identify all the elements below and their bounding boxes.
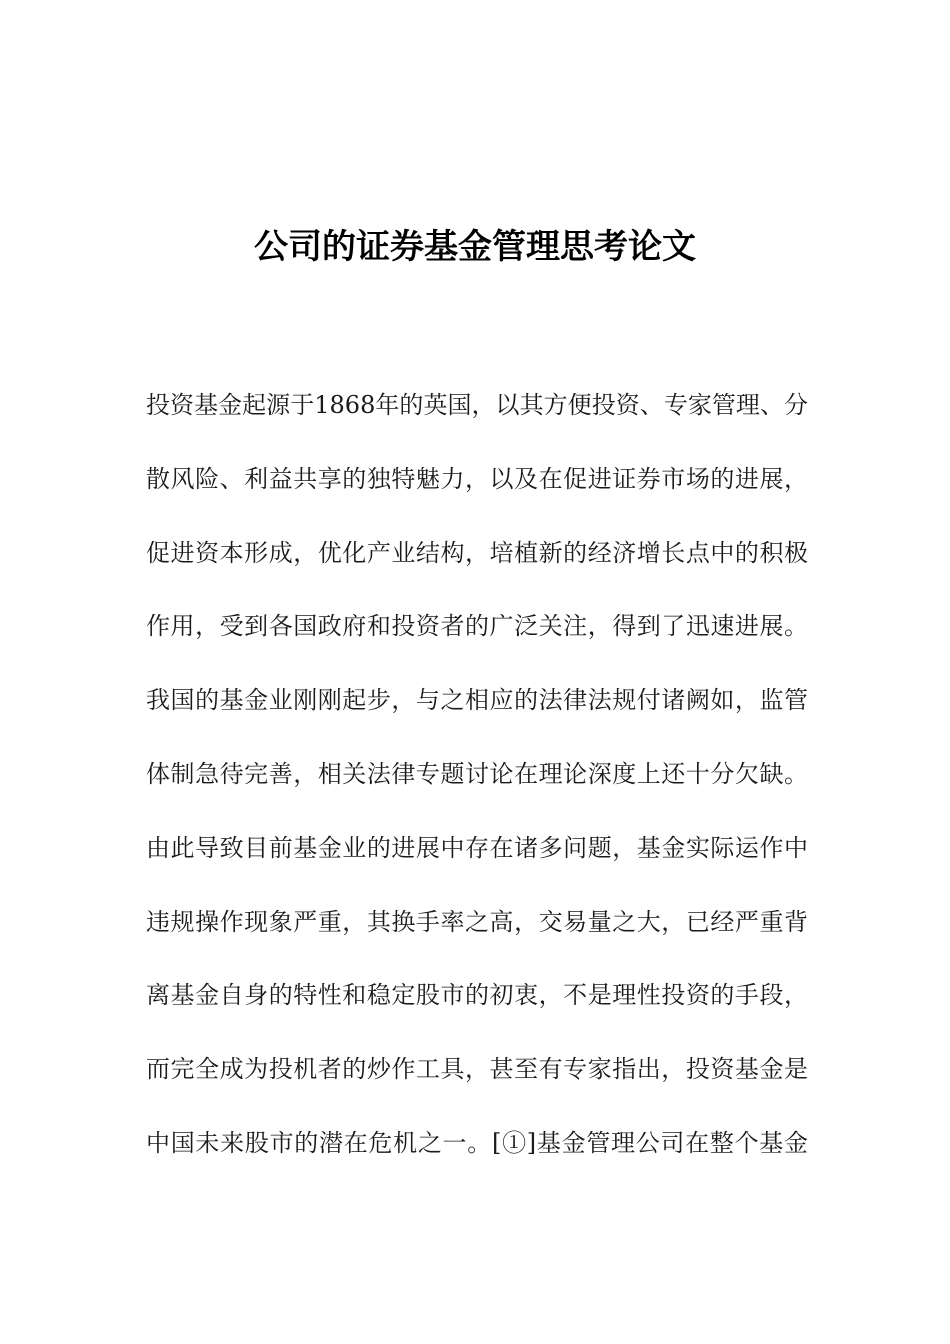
- body-line: 而完全成为投机者的炒作工具，甚至有专家指出，投资基金是: [146, 1055, 808, 1084]
- body-line: 散风险、利益共享的独特魅力，以及在促进证券市场的进展，: [146, 464, 808, 493]
- body-line: 我国的基金业刚刚起步，与之相应的法律法规付诸阙如，监管: [146, 686, 808, 715]
- body-line: 中国未来股市的潜在危机之一。[①]基金管理公司在整个基金: [146, 1128, 808, 1157]
- body-line: 离基金自身的特性和稳定股市的初衷，不是理性投资的手段，: [146, 981, 808, 1010]
- body-line: 投资基金起源于1868年的英国，以其方便投资、专家管理、分: [146, 391, 808, 419]
- document-title: 公司的证券基金管理思考论文: [254, 227, 696, 267]
- body-line: 体制急待完善，相关法律专题讨论在理论深度上还十分欠缺。: [146, 759, 808, 788]
- body-line: 违规操作现象严重，其换手率之高，交易量之大，已经严重背: [146, 907, 808, 936]
- body-line: 由此导致目前基金业的进展中存在诸多问题，基金实际运作中: [146, 833, 808, 862]
- body-line: 作用，受到各国政府和投资者的广泛关注，得到了迅速进展。: [146, 612, 808, 641]
- document-body: [146, 378, 808, 1190]
- body-line: 促进资本形成，优化产业结构，培植新的经济增长点中的积极: [146, 538, 808, 567]
